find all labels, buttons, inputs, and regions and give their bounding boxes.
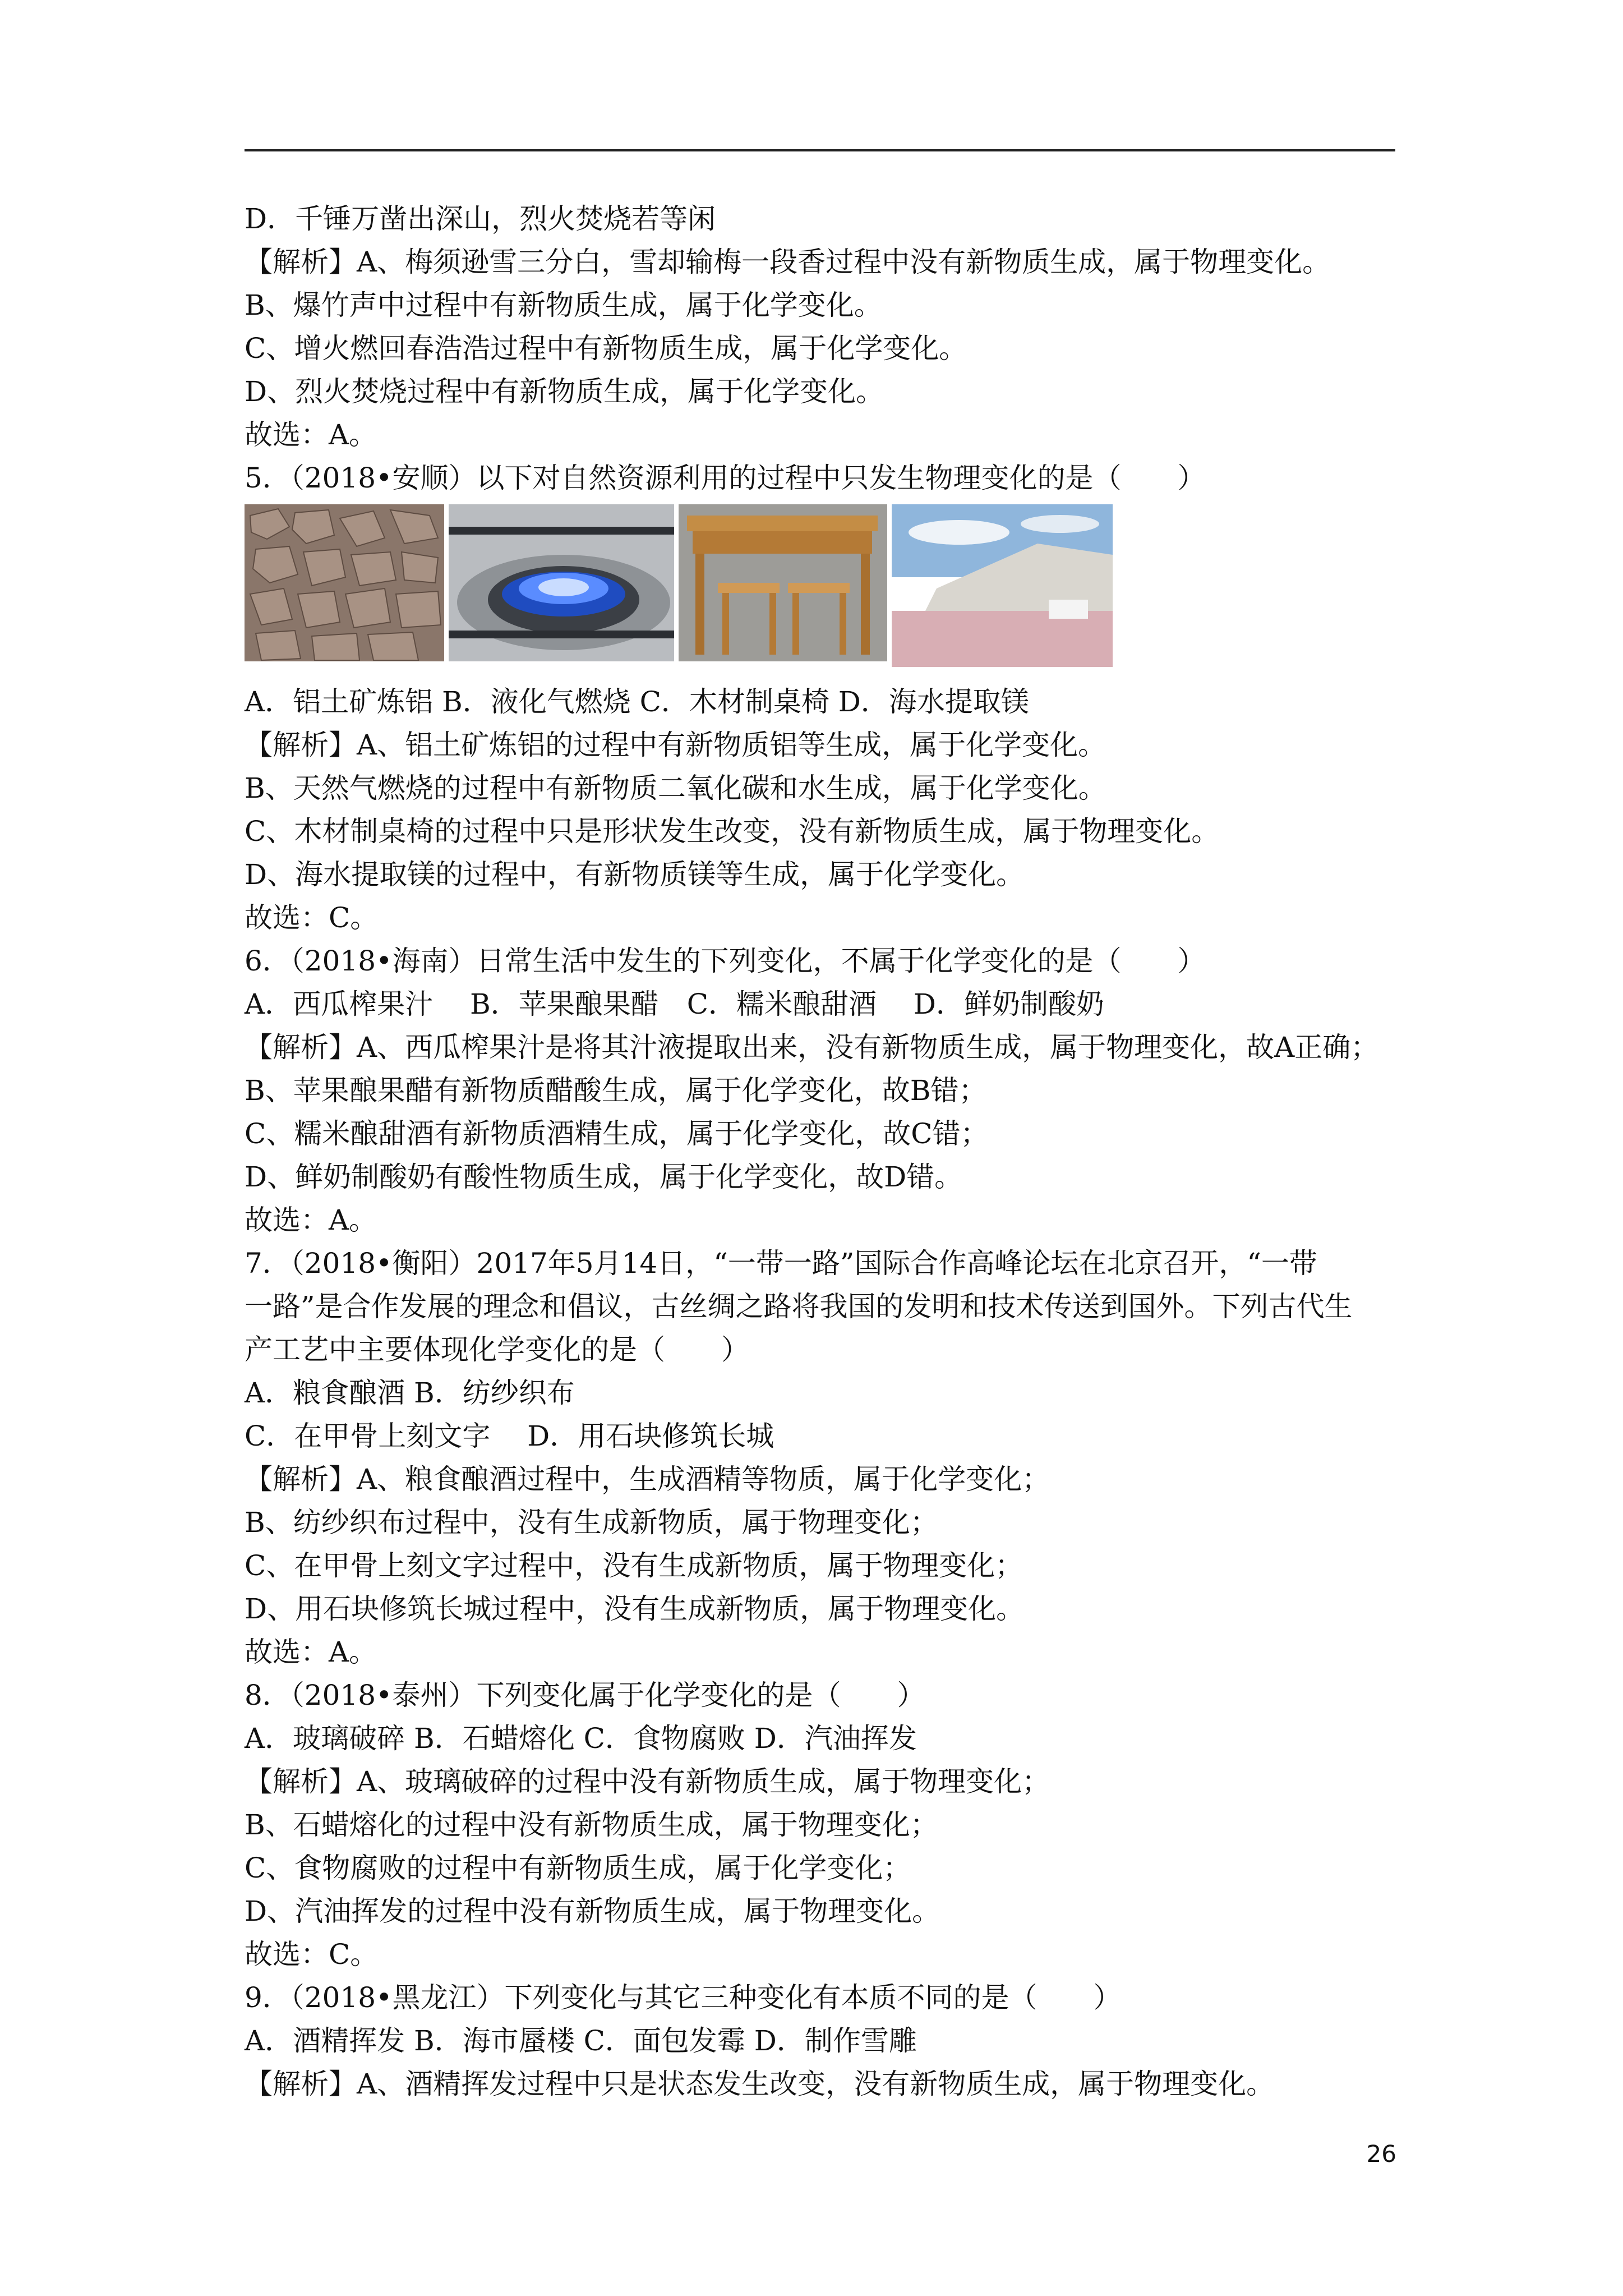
text-line: 故选：A。 xyxy=(245,1204,377,1236)
page-number: 26 xyxy=(1366,2140,1396,2168)
text-line: A．酒精挥发 B．海市蜃楼 C．面包发霉 D．制作雪雕 xyxy=(245,2024,917,2057)
text-line: 【解析】A、粮食酿酒过程中，生成酒精等物质，属于化学变化； xyxy=(245,1463,1050,1496)
gas-stove-flame-image xyxy=(449,504,674,661)
text-line: D、鲜奶制酸奶有酸性物质生成，属于化学变化，故D错。 xyxy=(245,1161,963,1193)
text-line: 8．（2018•泰州）下列变化属于化学变化的是（ ） xyxy=(245,1679,925,1711)
text-block-top xyxy=(245,197,1405,500)
text-line: C、糯米酿甜酒有新物质酒精生成，属于化学变化，故C错； xyxy=(245,1117,989,1150)
question-5-images xyxy=(245,504,1405,667)
text-line: C、木材制桌椅的过程中只是形状发生改变，没有新物质生成，属于物理变化。 xyxy=(245,815,1220,848)
text-line: B、纺纱织布过程中，没有生成新物质，属于物理变化； xyxy=(245,1506,938,1539)
text-line: A．玻璃破碎 B．石蜡熔化 C．食物腐败 D．汽油挥发 xyxy=(245,1722,917,1755)
text-line: C、在甲骨上刻文字过程中，没有生成新物质，属于物理变化； xyxy=(245,1549,1023,1582)
text-line: B、苹果酿果醋有新物质醋酸生成，属于化学变化，故B错； xyxy=(245,1074,987,1107)
page-content xyxy=(245,197,1405,2106)
text-line: B、天然气燃烧的过程中有新物质二氧化碳和水生成，属于化学变化。 xyxy=(245,772,1106,804)
text-line: 7．（2018•衡阳）2017年5月14日，“一带一路”国际合作高峰论坛在北京召开，“一带 xyxy=(245,1247,1317,1280)
text-line: 产工艺中主要体现化学变化的是（ ） xyxy=(245,1333,749,1366)
text-line: 6．（2018•海南）日常生活中发生的下列变化，不属于化学变化的是（ ） xyxy=(245,945,1206,977)
wooden-desk-chairs-image xyxy=(679,504,887,661)
text-line: D．千锤万凿出深山，烈火焚烧若等闲 xyxy=(245,203,716,235)
salt-field-image xyxy=(892,504,1113,667)
header-rule xyxy=(245,149,1395,151)
text-line: C、食物腐败的过程中有新物质生成，属于化学变化； xyxy=(245,1852,911,1884)
text-line: 故选：A。 xyxy=(245,418,377,451)
text-line: D、汽油挥发的过程中没有新物质生成，属于物理变化。 xyxy=(245,1895,940,1927)
text-line: 9．（2018•黑龙江）下列变化与其它三种变化有本质不同的是（ ） xyxy=(245,1981,1122,2014)
text-line: 故选：C。 xyxy=(245,901,379,934)
text-line: A．铝土矿炼铝 B．液化气燃烧 C．木材制桌椅 D．海水提取镁 xyxy=(245,685,1029,718)
text-line: 【解析】A、梅须逊雪三分白，雪却输梅一段香过程中没有新物质生成，属于物理变化。 xyxy=(245,246,1331,278)
text-line: C、增火燃回春浩浩过程中有新物质生成，属于化学变化。 xyxy=(245,332,967,365)
text-line: A．西瓜榨果汁 B．苹果酿果醋 C．糯米酿甜酒 D．鲜奶制酸奶 xyxy=(245,988,1104,1020)
text-line: 【解析】A、玻璃破碎的过程中没有新物质生成，属于物理变化； xyxy=(245,1765,1050,1798)
text-line: 故选：C。 xyxy=(245,1938,379,1971)
bauxite-rocks-image xyxy=(245,504,444,661)
text-line: 【解析】A、西瓜榨果汁是将其汁液提取出来，没有新物质生成，属于物理变化，故A正确； xyxy=(245,1031,1379,1064)
text-line: B、爆竹声中过程中有新物质生成，属于化学变化。 xyxy=(245,289,882,321)
text-line: 【解析】A、铝土矿炼铝的过程中有新物质铝等生成，属于化学变化。 xyxy=(245,729,1106,761)
text-line: 故选：A。 xyxy=(245,1636,377,1668)
text-line: 【解析】A、酒精挥发过程中只是状态发生改变，没有新物质生成，属于物理变化。 xyxy=(245,2068,1275,2100)
text-line: C．在甲骨上刻文字 D．用石块修筑长城 xyxy=(245,1420,774,1452)
text-line: A．粮食酿酒 B．纺纱织布 xyxy=(245,1377,575,1409)
text-line: B、石蜡熔化的过程中没有新物质生成，属于物理变化； xyxy=(245,1809,938,1841)
text-line: 一路”是合作发展的理念和倡议，古丝绸之路将我国的发明和技术传送到国外。下列古代生 xyxy=(245,1290,1353,1323)
text-line: D、海水提取镁的过程中，有新物质镁等生成，属于化学变化。 xyxy=(245,858,1025,891)
text-line: 5．（2018•安顺）以下对自然资源利用的过程中只发生物理变化的是（ ） xyxy=(245,462,1206,494)
text-line: D、烈火焚烧过程中有新物质生成，属于化学变化。 xyxy=(245,375,884,408)
text-block-bottom xyxy=(245,680,1405,2106)
text-line: D、用石块修筑长城过程中，没有生成新物质，属于物理变化。 xyxy=(245,1593,1025,1625)
